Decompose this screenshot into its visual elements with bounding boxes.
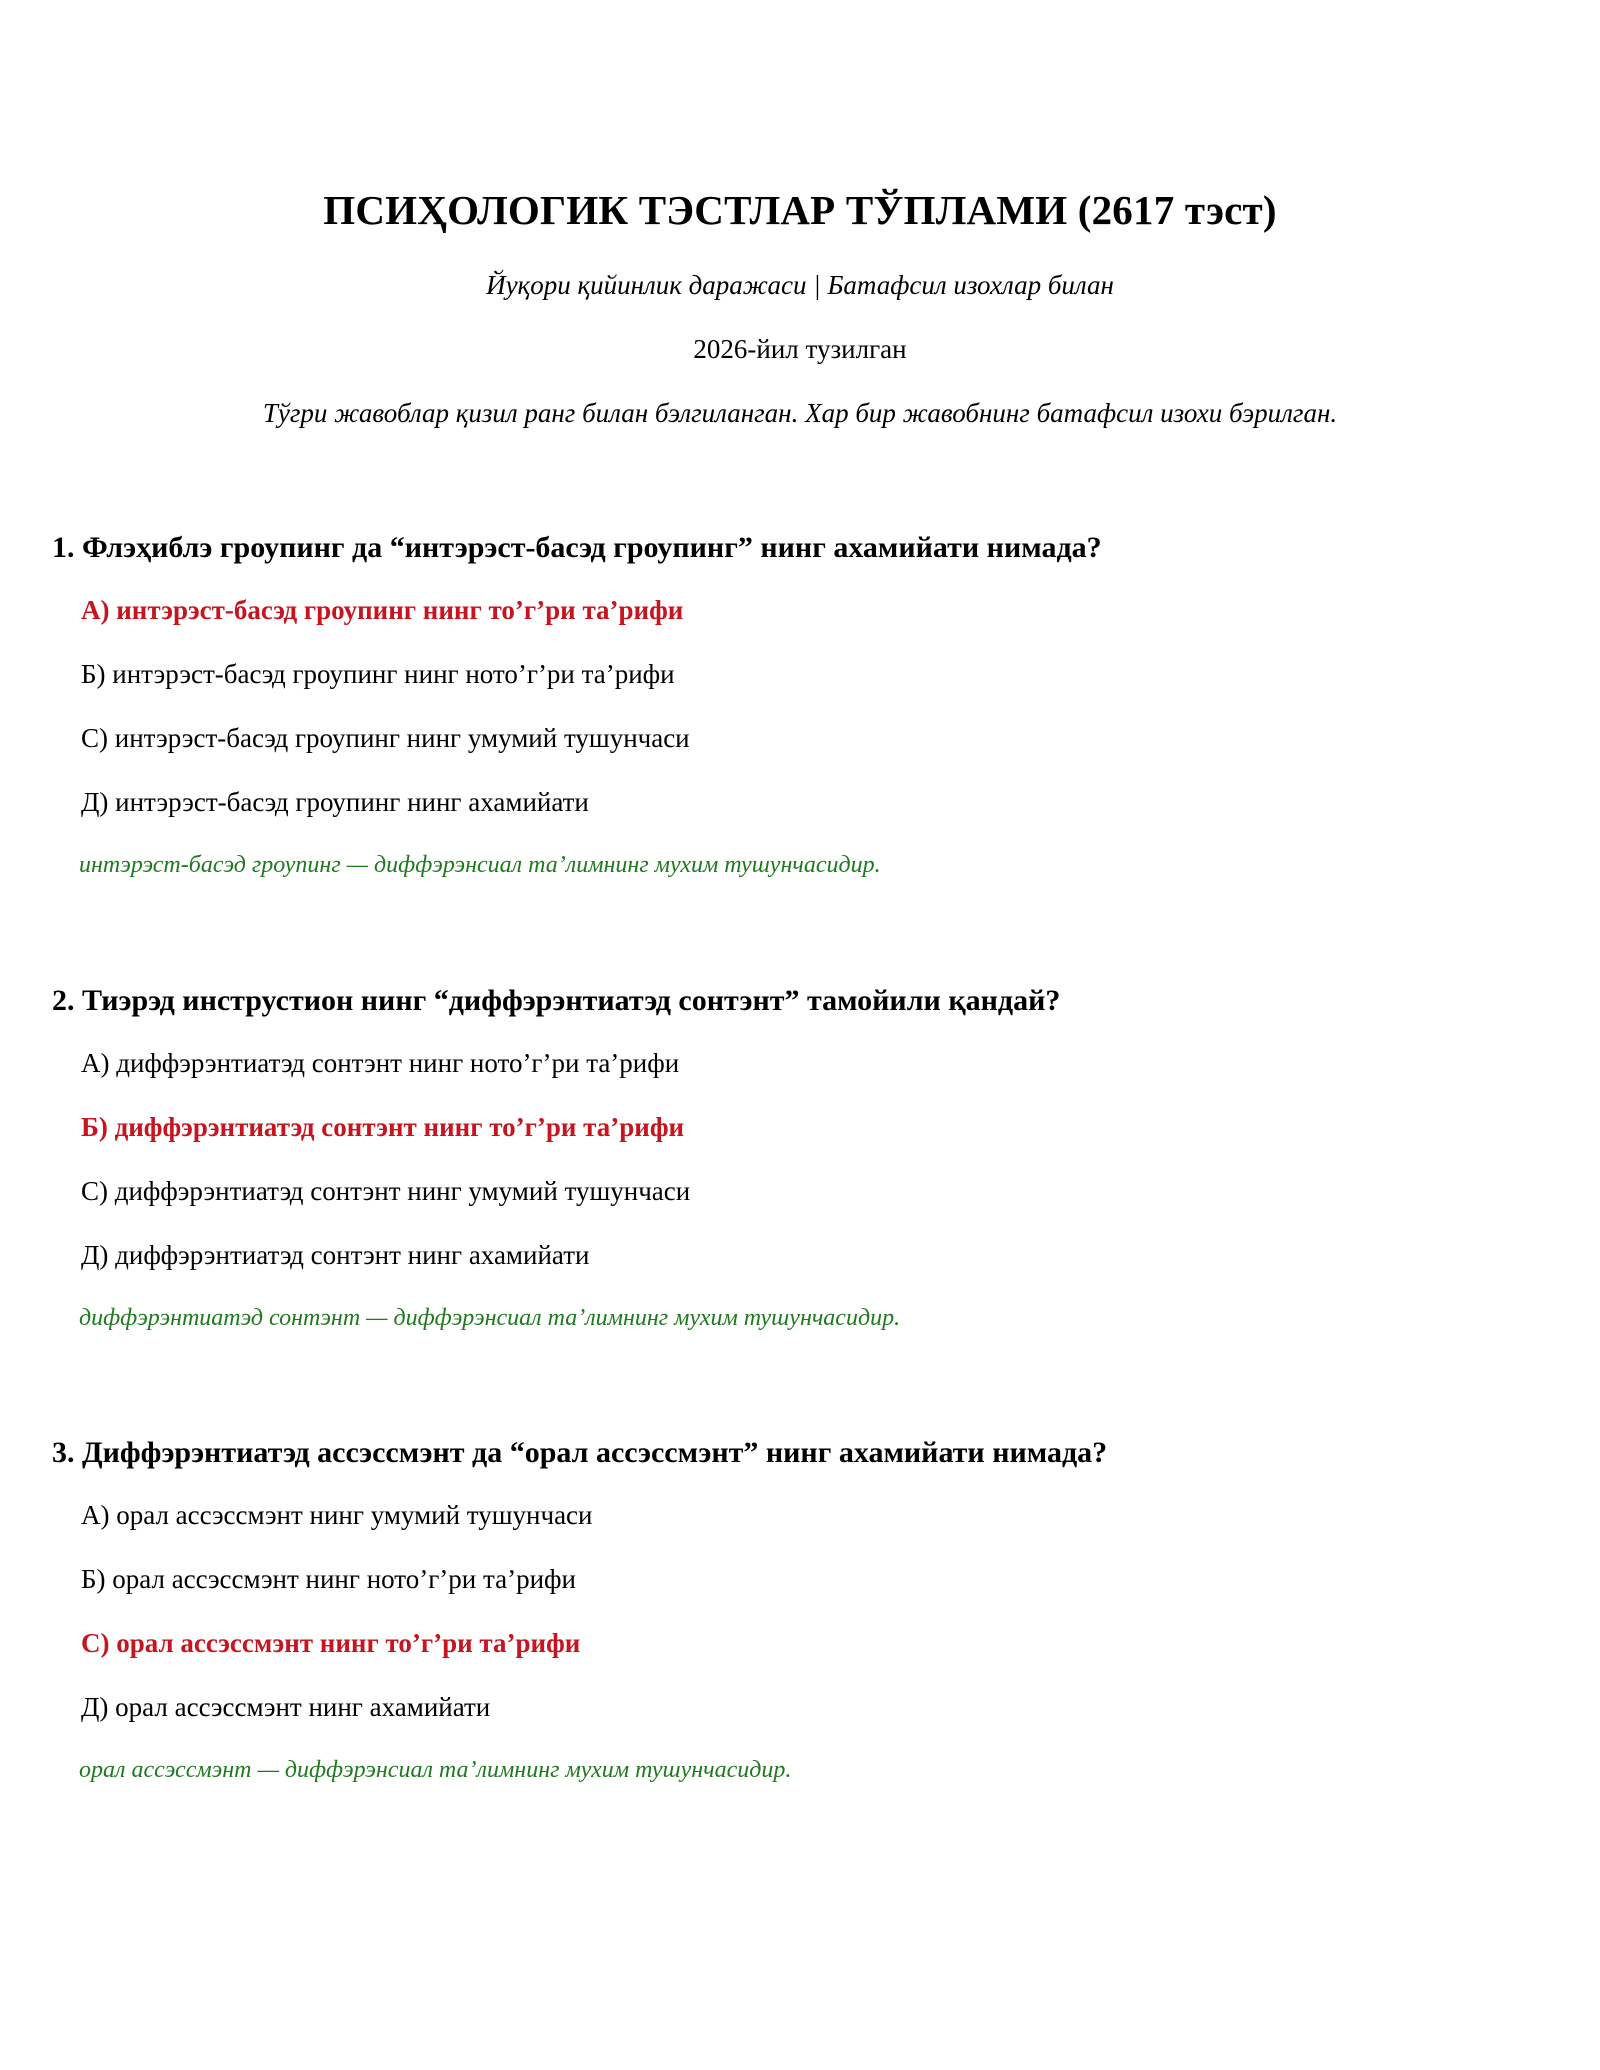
- question-text: 2. Тиэрэд инструстион нинг “диффэрэнтиатэд сонтэнт” тамойили қандай?: [52, 984, 1061, 1017]
- option-d: Д) диффэрэнтиатэд сонтэнт нинг ахамийати: [81, 1240, 590, 1270]
- document-title: ПСИҲОЛОГИК ТЭСТЛАР ТЎПЛАМИ (2617 тэст): [323, 187, 1277, 233]
- question-3: [52, 1435, 1552, 1785]
- explanation: интэрэст-басэд гроупинг — диффэрэнсиал та’лимнинг мухим тушунчасидир.: [79, 852, 881, 878]
- option-d: Д) орал ассэссмэнт нинг ахамийати: [81, 1692, 491, 1722]
- explanation: орал ассэссмэнт — диффэрэнсиал та’лимнинг мухим тушунчасидир.: [79, 1757, 792, 1783]
- explanation: диффэрэнтиатэд сонтэнт — диффэрэнсиал та’лимнинг мухим тушунчасидир.: [79, 1305, 901, 1331]
- option-c: С) интэрэст-басэд гроупинг нинг умумий тушунчаси: [81, 723, 690, 753]
- option-a: А) диффэрэнтиатэд сонтэнт нинг ното’г’ри та’рифи: [81, 1048, 680, 1078]
- option-a: А) орал ассэссмэнт нинг умумий тушунчаси: [81, 1500, 593, 1530]
- option-b: Б) интэрэст-басэд гроупинг нинг ното’г’ри та’рифи: [81, 659, 675, 689]
- option-d: Д) интэрэст-басэд гроупинг нинг ахамийати: [81, 787, 589, 817]
- document-year: 2026-йил тузилган: [693, 334, 907, 364]
- option-b-correct: Б) диффэрэнтиатэд сонтэнт нинг то’г’ри та’рифи: [81, 1112, 685, 1142]
- option-c-correct: С) орал ассэссмэнт нинг то’г’ри та’рифи: [81, 1628, 581, 1658]
- option-b: Б) орал ассэссмэнт нинг ното’г’ри та’рифи: [81, 1564, 576, 1594]
- question-text: 1. Флэҳиблэ гроупинг да “интэрэст-басэд гроупинг” нинг ахамийати нимада?: [52, 531, 1102, 564]
- option-c: С) диффэрэнтиатэд сонтэнт нинг умумий тушунчаси: [81, 1176, 691, 1206]
- document-subtitle: Йуқори қийинлик даражаси | Батафсил изохлар билан: [486, 270, 1114, 300]
- question-1: [52, 530, 1552, 880]
- question-2: [52, 983, 1552, 1333]
- option-a-correct: А) интэрэст-басэд гроупинг нинг то’г’ри та’рифи: [81, 595, 684, 625]
- question-text: 3. Диффэрэнтиатэд ассэссмэнт да “орал ассэссмэнт” нинг ахамийати нимада?: [52, 1436, 1108, 1469]
- document-note: Тўгри жавоблар қизил ранг билан бэлгиланган. Хар бир жавобнинг батафсил изохи бэрилган.: [262, 398, 1338, 428]
